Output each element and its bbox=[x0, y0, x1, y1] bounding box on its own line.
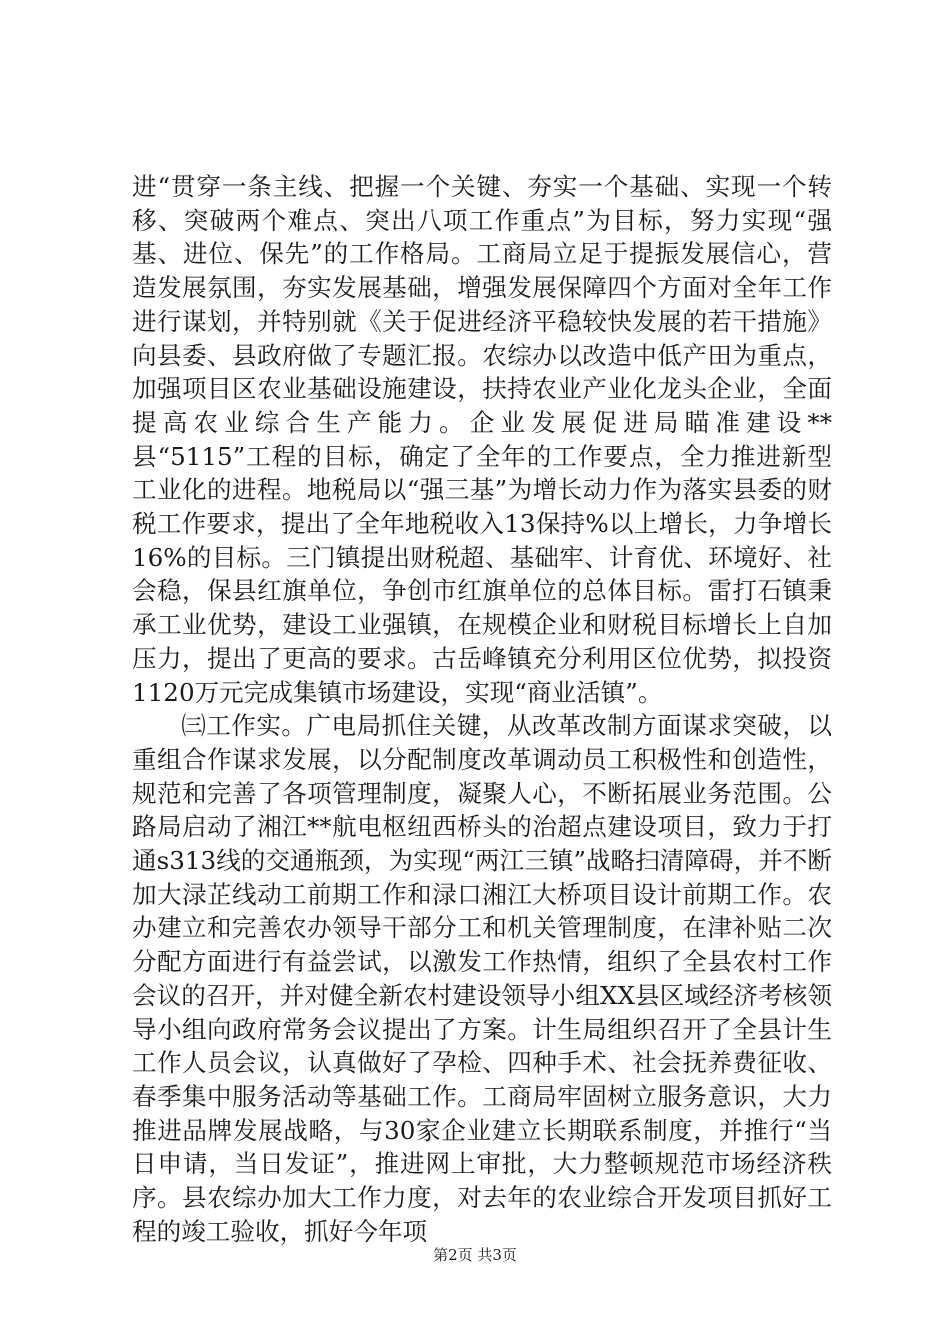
page-footer: 第2页 共3页 bbox=[433, 1246, 517, 1264]
paragraph-1: 进“贯穿一条主线、把握一个关键、夯实一个基础、实现一个转移、突破两个难点、突出八项工作重点”为目标，努力实现“强基、进位、保先”的工作格局。工商局立足于提振发展信心，营造发展氛围，夯实发展基础，增强发展保障四个方面对全年工作进行谋划，并特别就《关于促进经济平稳较快发展的若干措施》向县委、县政府做了专题汇报。农综办以改造中低产田为重点，加强项目区农业基础设施建设，扶持农业产业化龙头企业，全面提高农业综合生产能力。企业发展促进局瞄准建设**县“5115”工程的目标，确定了全年的工作要点，全力推进新型工业化的进程。地税局以“强三基”为增长动力作为落实县委的财税工作要求，提出了全年地税收入13保持%以上增长，力争增长16%的目标。三门镇提出财税超、基础牢、计育优、环境好、社会稳，保县红旗单位，争创市红旗单位的总体目标。雷打石镇秉承工业优势，建设工业强镇，在规模企业和财税目标增长上自加压力，提出了更高的要求。古岳峰镇充分利用区位优势，拟投资1120万元完成集镇市场建设，实现“商业活镇”。 bbox=[132, 172, 832, 707]
paragraph-2: ㈢工作实。广电局抓住关键，从改革改制方面谋求突破，以重组合作谋求发展，以分配制度改革调动员工积极性和创造性，规范和完善了各项管理制度，凝聚人心，不断拓展业务范围。公路局启动了湘江**航电枢纽西桥头的治超点建设项目，致力于打通s313线的交通瓶颈，为实现“两江三镇”战略扫清障碍，并不断加大渌芷线动工前期工作和渌口湘江大桥项目设计前期工作。农办建立和完善农办领导干部分工和机关管理制度，在津补贴二次分配方面进行有益尝试，以激发工作热情，组织了全县农村工作会议的召开，并对健全新农村建设领导小组XX县区域经济考核领导小组向政府常务会议提出了方案。计生局组织召开了全县计生工作人员会议，认真做好了孕检、四种手术、社会抚养费征收、春季集中服务活动等基础工作。工商局牢固树立服务意识，大力推进品牌发展战略，与30家企业建立长期联系制度，并推行“当日申请，当日发证”，推进网上审批，大力整顿规范市场经济秩序。县农综办加大工作力度，对去年的农业综合开发项目抓好工程的竣工验收，抓好今年项 bbox=[132, 711, 832, 1246]
document-body bbox=[132, 170, 832, 1249]
